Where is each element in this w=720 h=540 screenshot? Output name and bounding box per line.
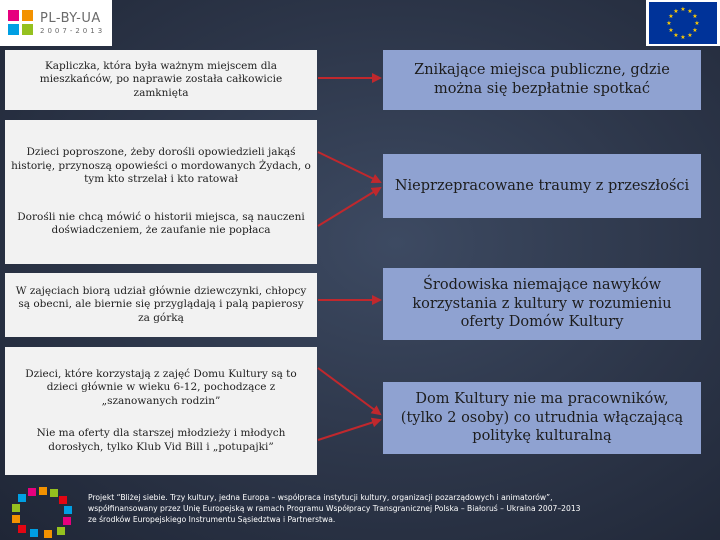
right-box-public-places: Znikające miejsca publiczne, gdzie można się bezpłatnie spotkać [383, 50, 701, 110]
svg-text:★: ★ [687, 8, 693, 15]
left-box-children-age: Dzieci, które korzystają z zajęć Domu Kultury są to dzieci głównie w wieku 6-12, pochodzące z „szanowanych rodzin” [25, 367, 297, 407]
svg-text:★: ★ [680, 34, 686, 41]
svg-text:★: ★ [692, 27, 698, 34]
svg-text:★: ★ [666, 20, 672, 27]
right-box-culture-habits: Środowiska niemające nawyków korzystania z kultury w rozumieniu oferty Domów Kultury [383, 268, 701, 340]
arrow-2 [318, 152, 380, 182]
program-ring-logo-icon [6, 486, 78, 538]
footer-project-info [88, 492, 708, 525]
svg-text:★: ★ [668, 27, 674, 34]
svg-text:★: ★ [687, 32, 693, 39]
svg-text:★: ★ [692, 13, 698, 20]
right-box-trauma: Nieprzepracowane traumy z przeszłości [383, 154, 701, 218]
svg-text:★: ★ [668, 13, 674, 20]
left-box-stories: Dzieci poproszone, żeby dorośli opowiedzieli jakąś historię, przynoszą opowieści o mordowanych Żydach, o tym kto strzelał i kto ratował [11, 145, 311, 186]
left-box-no-offer: Nie ma oferty dla starszej młodzieży i młodych dorosłych, tylko Klub Vid Bill i „potupajki” [36, 427, 286, 453]
arrow-3 [318, 188, 380, 226]
left-box-history [5, 120, 317, 264]
left-box-adults-silent: Dorośli nie chcą mówić o historii miejsca, są nauczeni doświadczeniem, że zaufanie nie popłaca [17, 210, 305, 237]
svg-text:★: ★ [694, 20, 700, 27]
footer-line-1: Projekt “Bliżej siebie. Trzy kultury, jedna Europa – współpraca instytucji kultury, organizacji pozarządowych i animatorów”, [88, 493, 553, 502]
left-box-participants: W zajęciach biorą udział głównie dziewczynki, chłopcy są obecni, ale biernie się przyglądają i palą papierosy za górką [5, 273, 317, 337]
footer-line-2: współfinansowany przez Unię Europejską w ramach Programu Współpracy Transgranicznej Polska – Białoruś – Ukraina 2007–2013 [88, 504, 581, 513]
svg-text:★: ★ [673, 32, 679, 39]
logo-title: PL-BY-UA [40, 10, 101, 26]
svg-text:★: ★ [680, 6, 686, 13]
svg-text:★: ★ [673, 8, 679, 15]
logo-years: 2007-2013 [40, 26, 106, 35]
left-box-chapel: Kapliczka, która była ważnym miejscem dla mieszkańców, po naprawie została całkowicie zamknięta [5, 50, 317, 110]
footer-line-3: ze środków Europejskiego Instrumentu Sąsiedztwa i Partnerstwa. [88, 515, 336, 524]
arrow-5 [318, 368, 380, 414]
right-box-staff: Dom Kultury nie ma pracowników, (tylko 2 osoby) co utrudnia włączającą politykę kulturalną [383, 382, 701, 454]
arrow-6 [318, 420, 380, 440]
left-box-offer [5, 347, 317, 475]
